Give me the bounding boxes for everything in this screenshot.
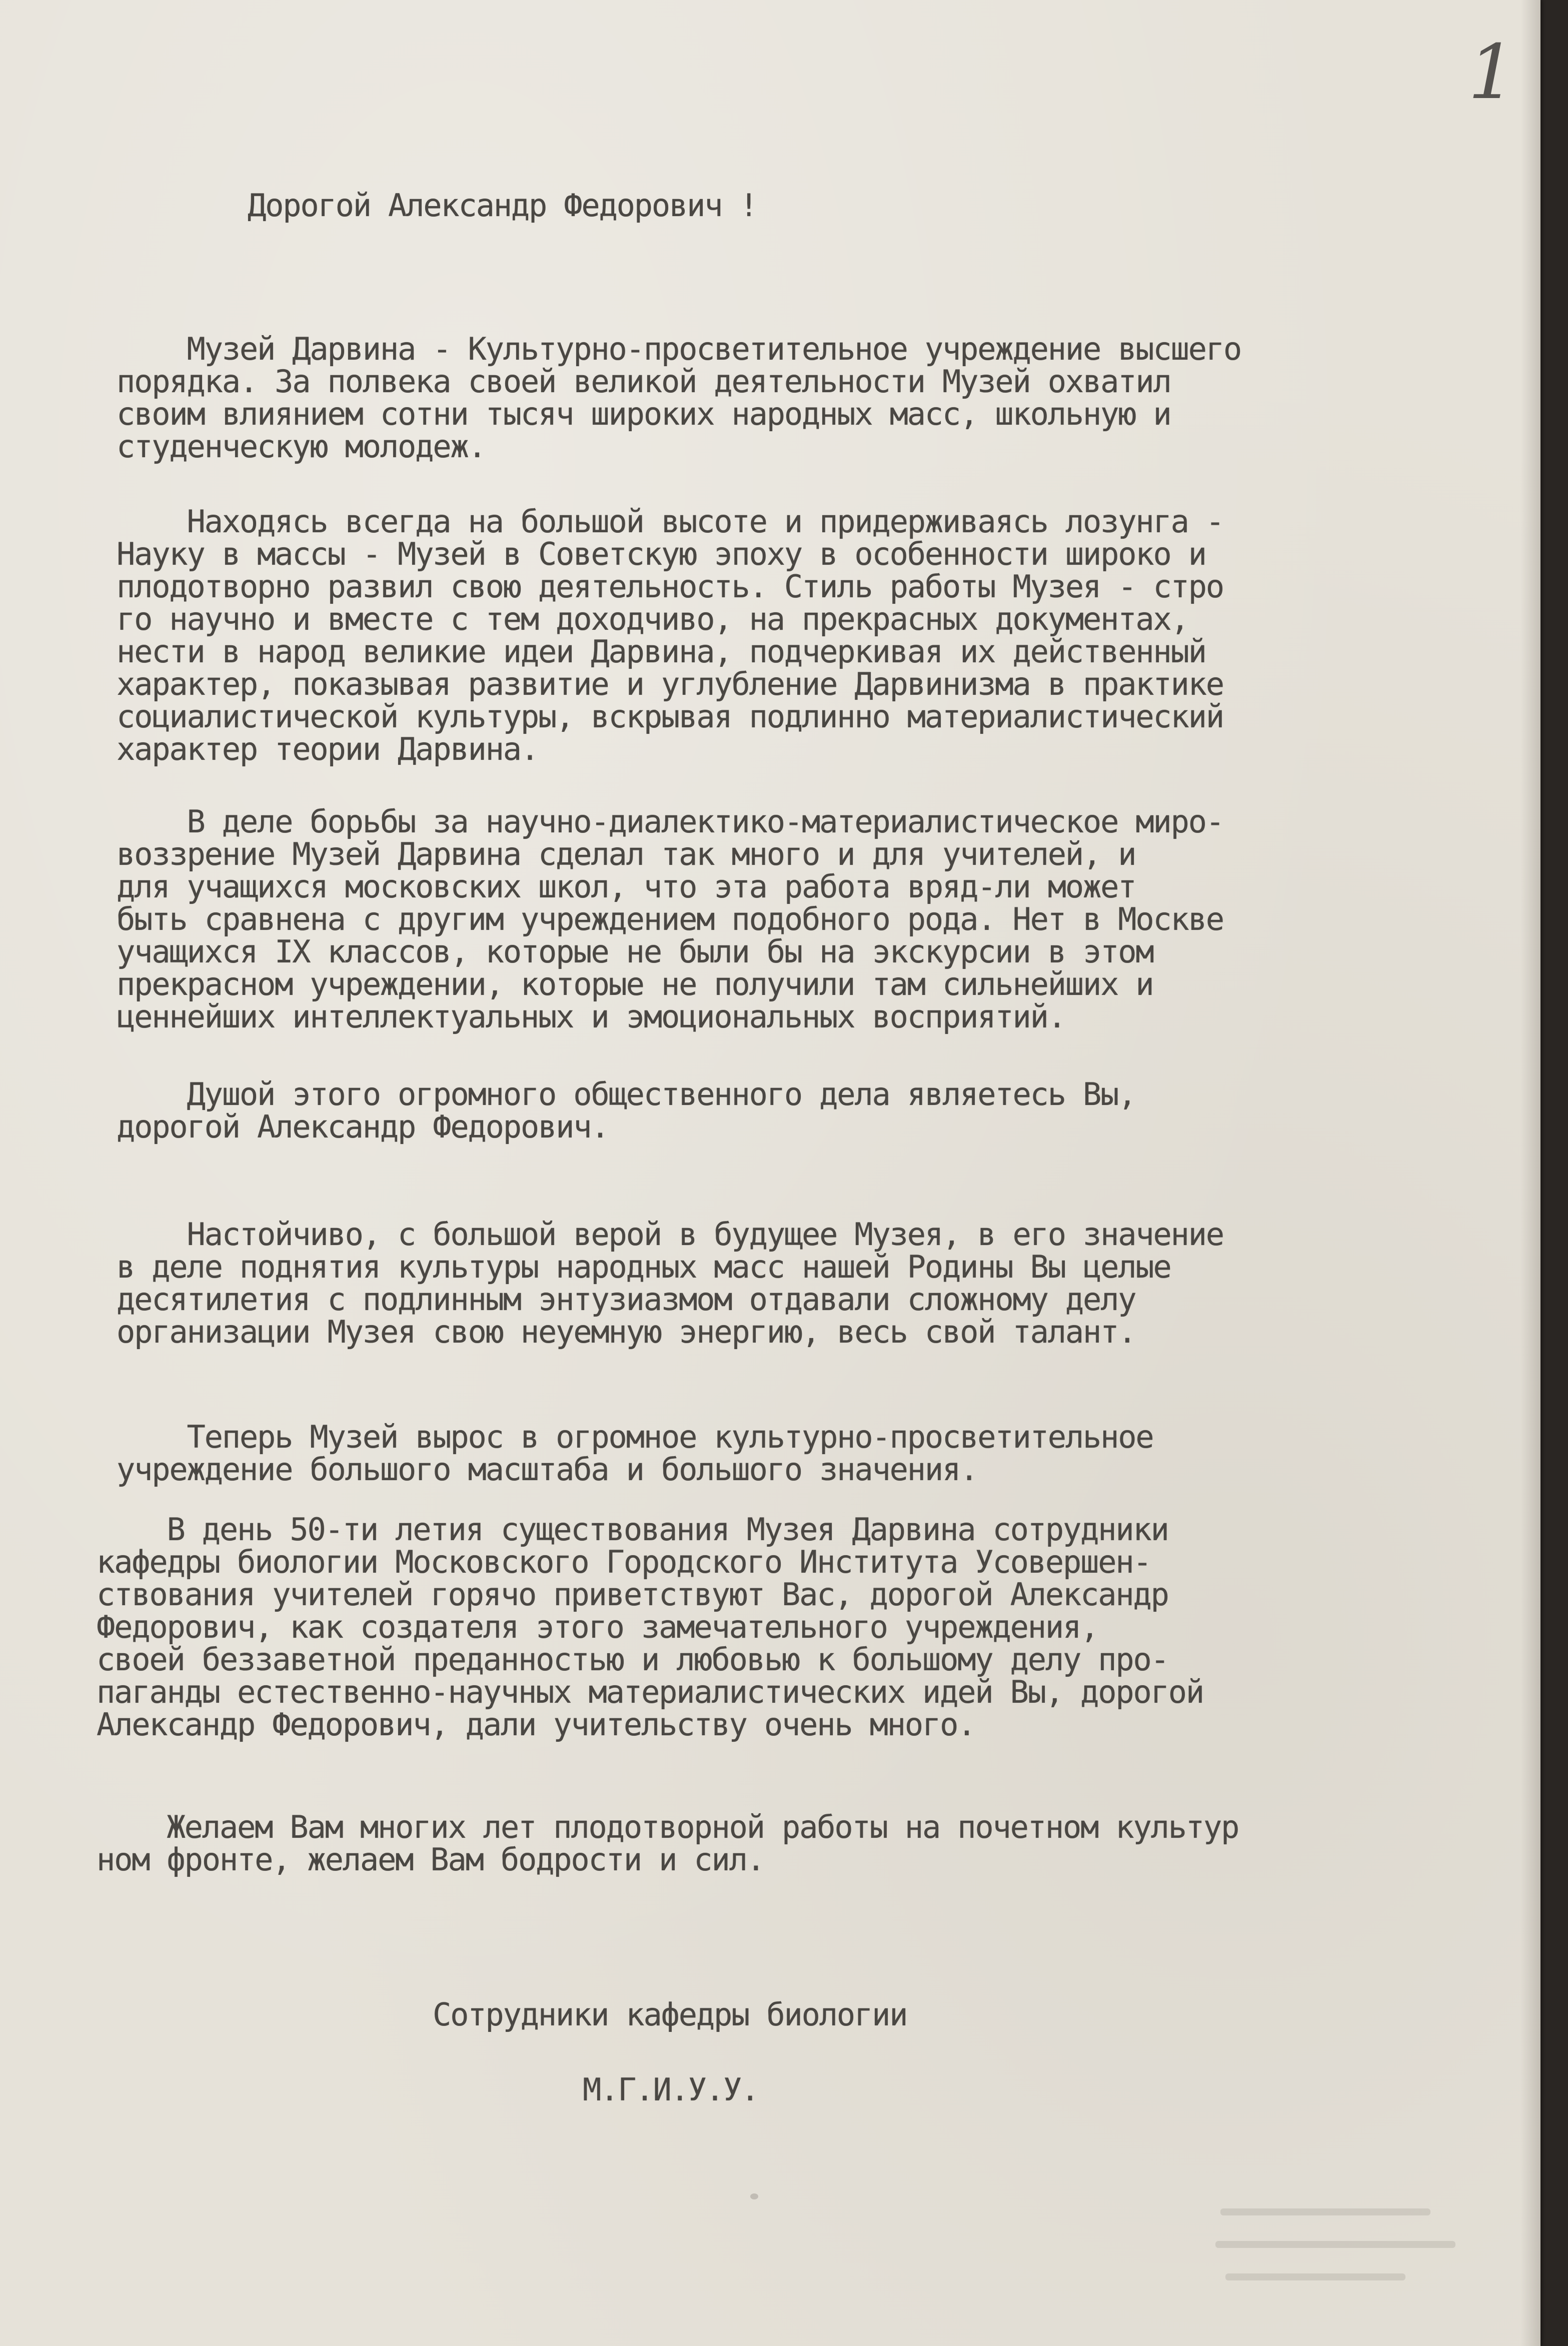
page-number: 1 [1468, 29, 1516, 116]
paragraph-4: Душой этого огромного общественного дела являетесь Вы, дорогой Александр Федорович. [117, 1076, 1136, 1145]
salutation: Дорогой Александр Федорович ! [248, 187, 757, 224]
faded-stamp-mark [1215, 2198, 1465, 2303]
paragraph-3: В деле борьбы за научно-диалектико-материалистическое миро- воззрение Музей Дарвина сделал так много и для учителей, и для учащихся московских школ, что эта работа вряд-ли может быть сравнена с другим учреждением подобного рода. Нет в Москве учащихся IX классов, которые не были бы на экскурсии в этом прекрасном учреждении, которые не получили там сильнейших и ценнейших интеллектуальных и эмоциональных восприятий. [117, 803, 1224, 1035]
ink-speck [750, 2193, 758, 2199]
signature-line-1: Сотрудники кафедры биологии [433, 1996, 907, 2033]
paragraph-1: Музей Дарвина - Культурно-просветительное учреждение высшего порядка. За полвека своей великой деятельности Музей охватил своим влиянием сотни тысяч широких народных масс, школьную и студенческую молодеж. [117, 331, 1241, 465]
paragraph-6: Теперь Музей вырос в огромное культурно-просветительное учреждение большого масштаба и большого значения. [117, 1419, 1153, 1488]
paragraph-7: В день 50-ти летия существования Музея Дарвина сотрудники кафедры биологии Московского Городского Института Усовершен- ствования учителей горячо приветствуют Вас, дорогой Александр Федорович, как создателя этого замечательного учреждения, своей беззаветной преданностью и любовью к большому делу про- паганды естественно-научных материалистических идей Вы, дорогой Александр Федорович, дали учительству очень много. [97, 1511, 1204, 1743]
paragraph-5: Настойчиво, с большой верой в будущее Музея, в его значение в деле поднятия культуры народных масс нашей Родины Вы целые десятилетия с подлинным энтузиазмом отдавали сложному делу организации Музея свою неуемную энергию, весь свой талант. [117, 1216, 1224, 1350]
paper-edge-shadow [1520, 0, 1540, 2346]
paragraph-2: Находясь всегда на большой высоте и придерживаясь лозунга - Науку в массы - Музей в Советскую эпоху в особенности широко и плодотворно развил свою деятельность. Стиль работы Музея - стро го научно и вместе с тем доходчиво, на прекрасных документах, нести в народ великие идеи Дарвина, подчеркивая их действенный характер, показывая развитие и углубление Дарвинизма в практике социалистической культуры, вскрывая подлинно материалистический характер теории Дарвина. [117, 503, 1224, 767]
signature-line-2: М.Г.И.У.У. [583, 2071, 759, 2108]
paragraph-8: Желаем Вам многих лет плодотворной работы на почетном культур ном фронте, желаем Вам бодрости и сил. [97, 1809, 1239, 1878]
